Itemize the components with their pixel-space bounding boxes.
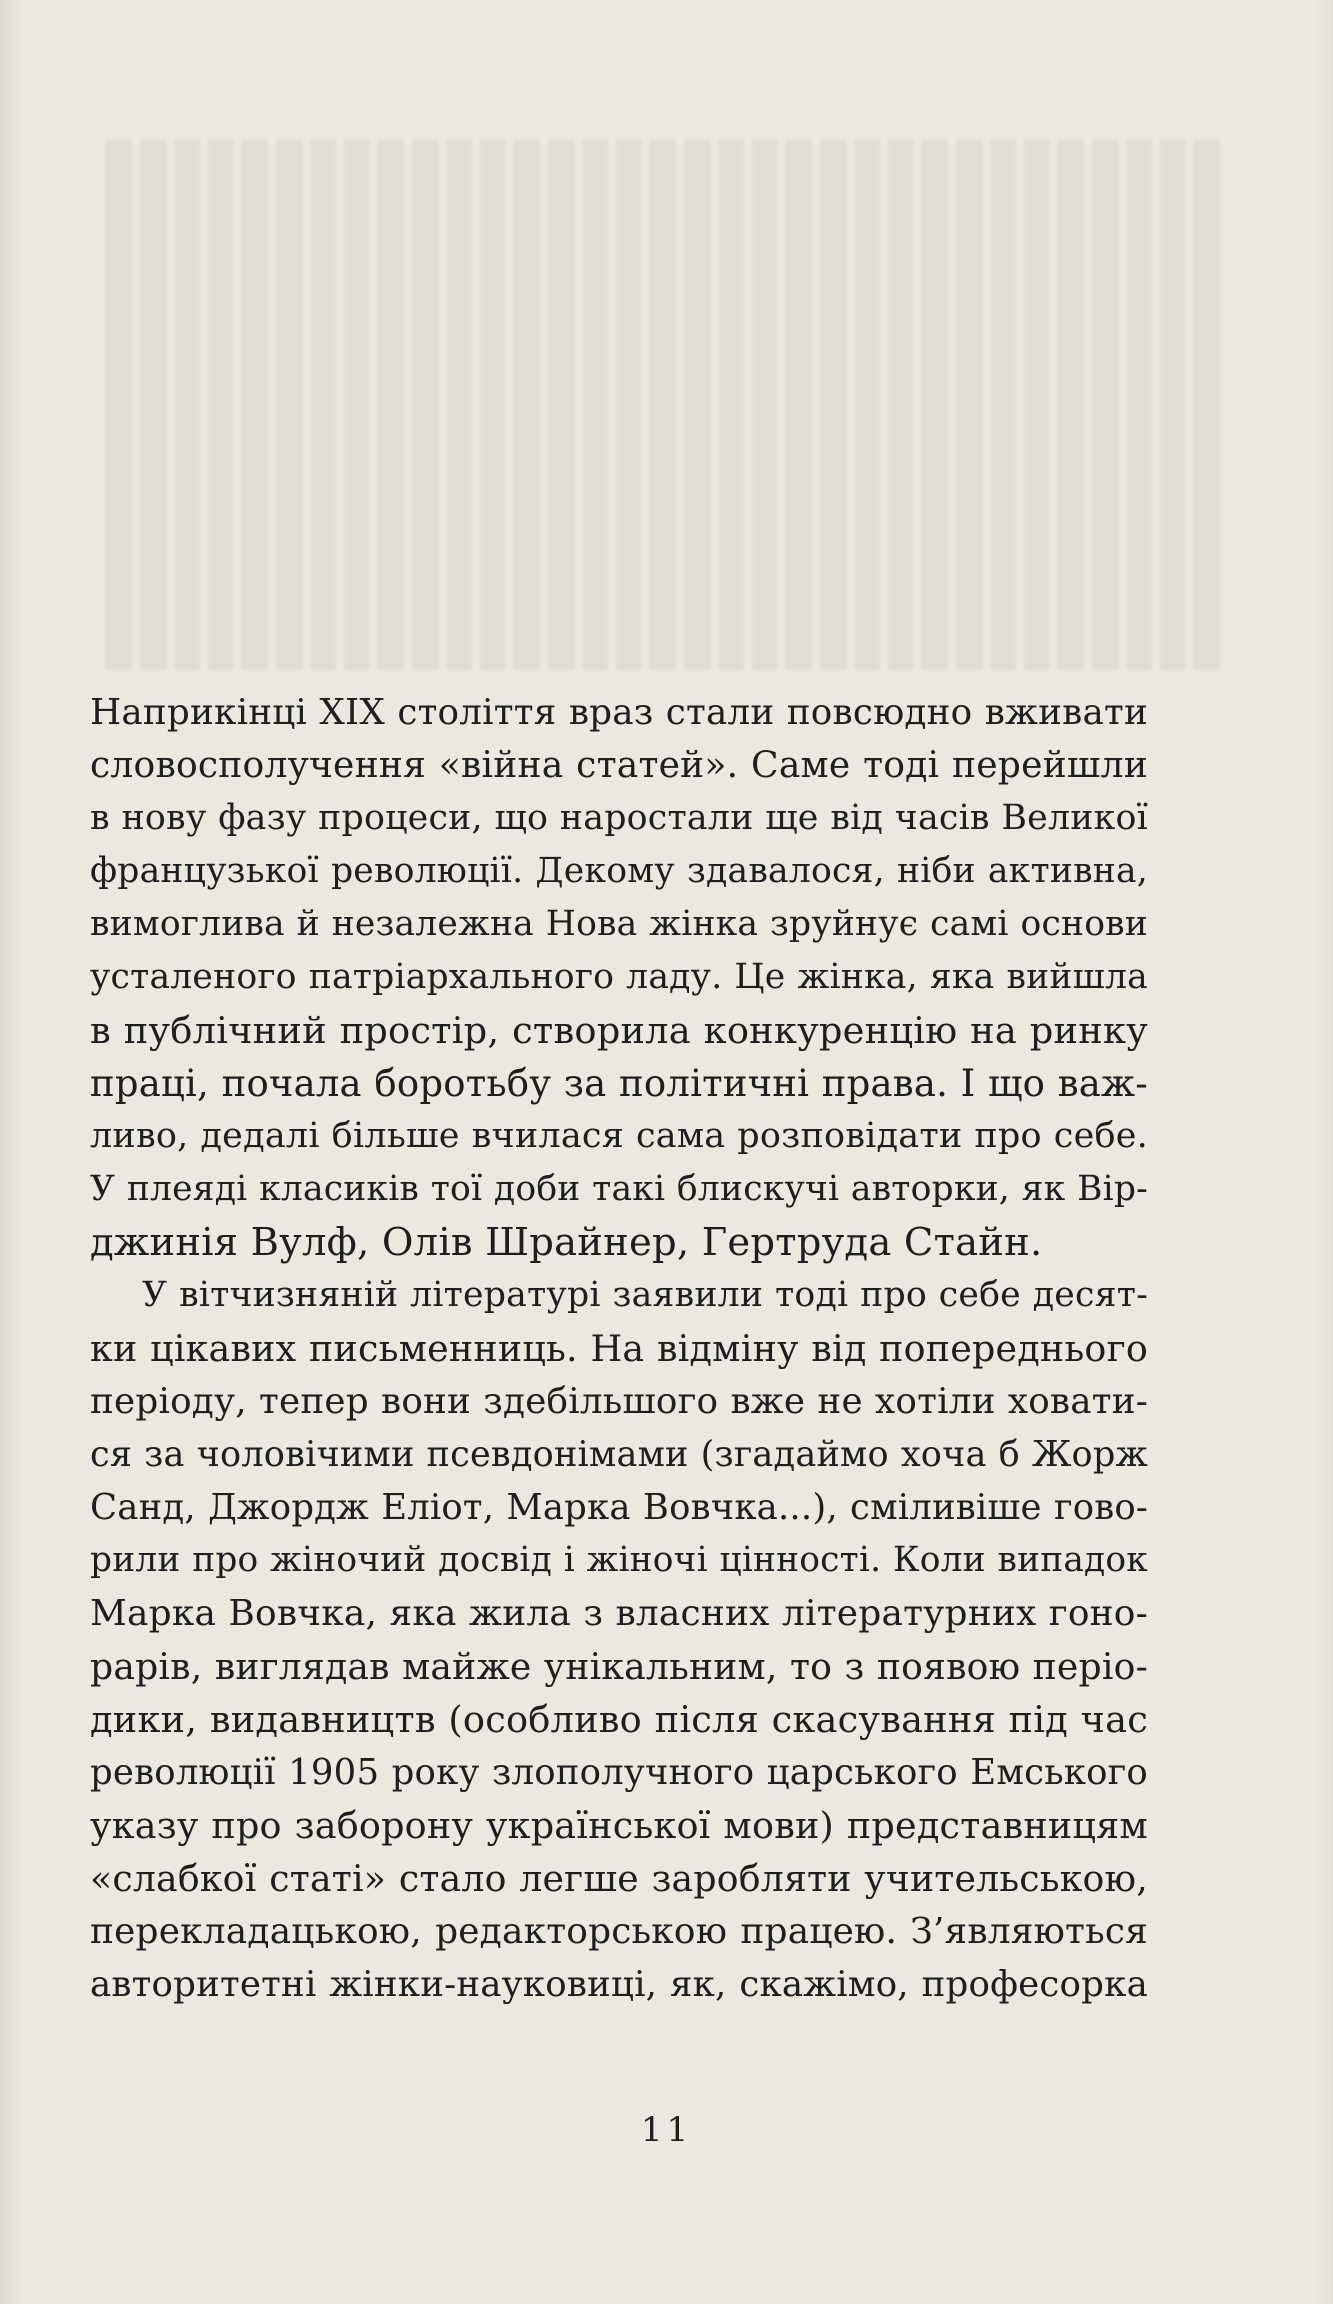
text-line: періоду, тепер вони здебільшого вже не хотіли ховати- (90, 1381, 1148, 1422)
body-text (90, 686, 1148, 2011)
text-line: «слабкої статі» стало легше заробляти учительською, (90, 1857, 1148, 1900)
text-line: Наприкінці XIX століття враз стали повсюдно вживати (90, 692, 1148, 733)
text-line: в нову фазу процеси, що наростали ще від часів Великої (90, 798, 1148, 838)
text-line: Марка Вовчка, яка жила з власних літературних гоно- (90, 1593, 1148, 1634)
text-line: джинія Вулф, Олів Шрайнер, Гертруда Стайн. (90, 1220, 1043, 1265)
text-line: ливо, дедалі більше вчилася сама розповідати про себе. (90, 1116, 1148, 1156)
paragraph-2 (90, 1269, 1148, 2011)
text-line: указу про заборону української мови) представницям (90, 1804, 1148, 1847)
text-line: рарів, виглядав майже унікальним, то з появою періо- (90, 1645, 1148, 1688)
text-line: революції 1905 року злополучного царського Емського (90, 1752, 1148, 1793)
paragraph-1 (90, 686, 1148, 1269)
text-line: словосполучення «війна статей». Саме тоді перейшли (90, 744, 1148, 786)
text-line: французької революції. Декому здавалося, ніби активна, (90, 851, 1148, 891)
text-line: рили про жіночий досвід і жіночі цінності. Коли випадок (90, 1540, 1148, 1580)
text-line: перекладацькою, редакторською працею. З’являються (90, 1911, 1148, 1952)
text-line: усталеного патріархального ладу. Це жінка, яка вийшла (90, 957, 1148, 997)
text-line: в публічний простір, створила конкуренцію на ринку (90, 1009, 1148, 1052)
text-line: ки цікавих письменниць. На відміну від попереднього (90, 1327, 1148, 1370)
text-line: ся за чоловічими псевдонімами (згадаймо хоча б Жорж (90, 1434, 1148, 1475)
text-line: праці, почала боротьбу за політичні права. І що важ- (90, 1062, 1148, 1105)
text-line: авторитетні жінки-науковиці, як, скажімо, професорка (90, 1964, 1148, 2005)
text-line: вимоглива й незалежна Нова жінка зруйнує самі основи (90, 904, 1148, 944)
text-line: дики, видавництв (особливо після скасування під час (90, 1698, 1148, 1741)
text-line: Санд, Джордж Еліот, Марка Вовчка...), сміливіше гово- (90, 1487, 1148, 1528)
text-line: У плеяді класиків тої доби такі блискучі авторки, як Вір- (90, 1169, 1148, 1209)
show-through-background (100, 140, 1220, 670)
page-number: 11 (640, 2110, 693, 2150)
text-line: У вітчизняній літературі заявили тоді про себе десят- (142, 1275, 1148, 1315)
